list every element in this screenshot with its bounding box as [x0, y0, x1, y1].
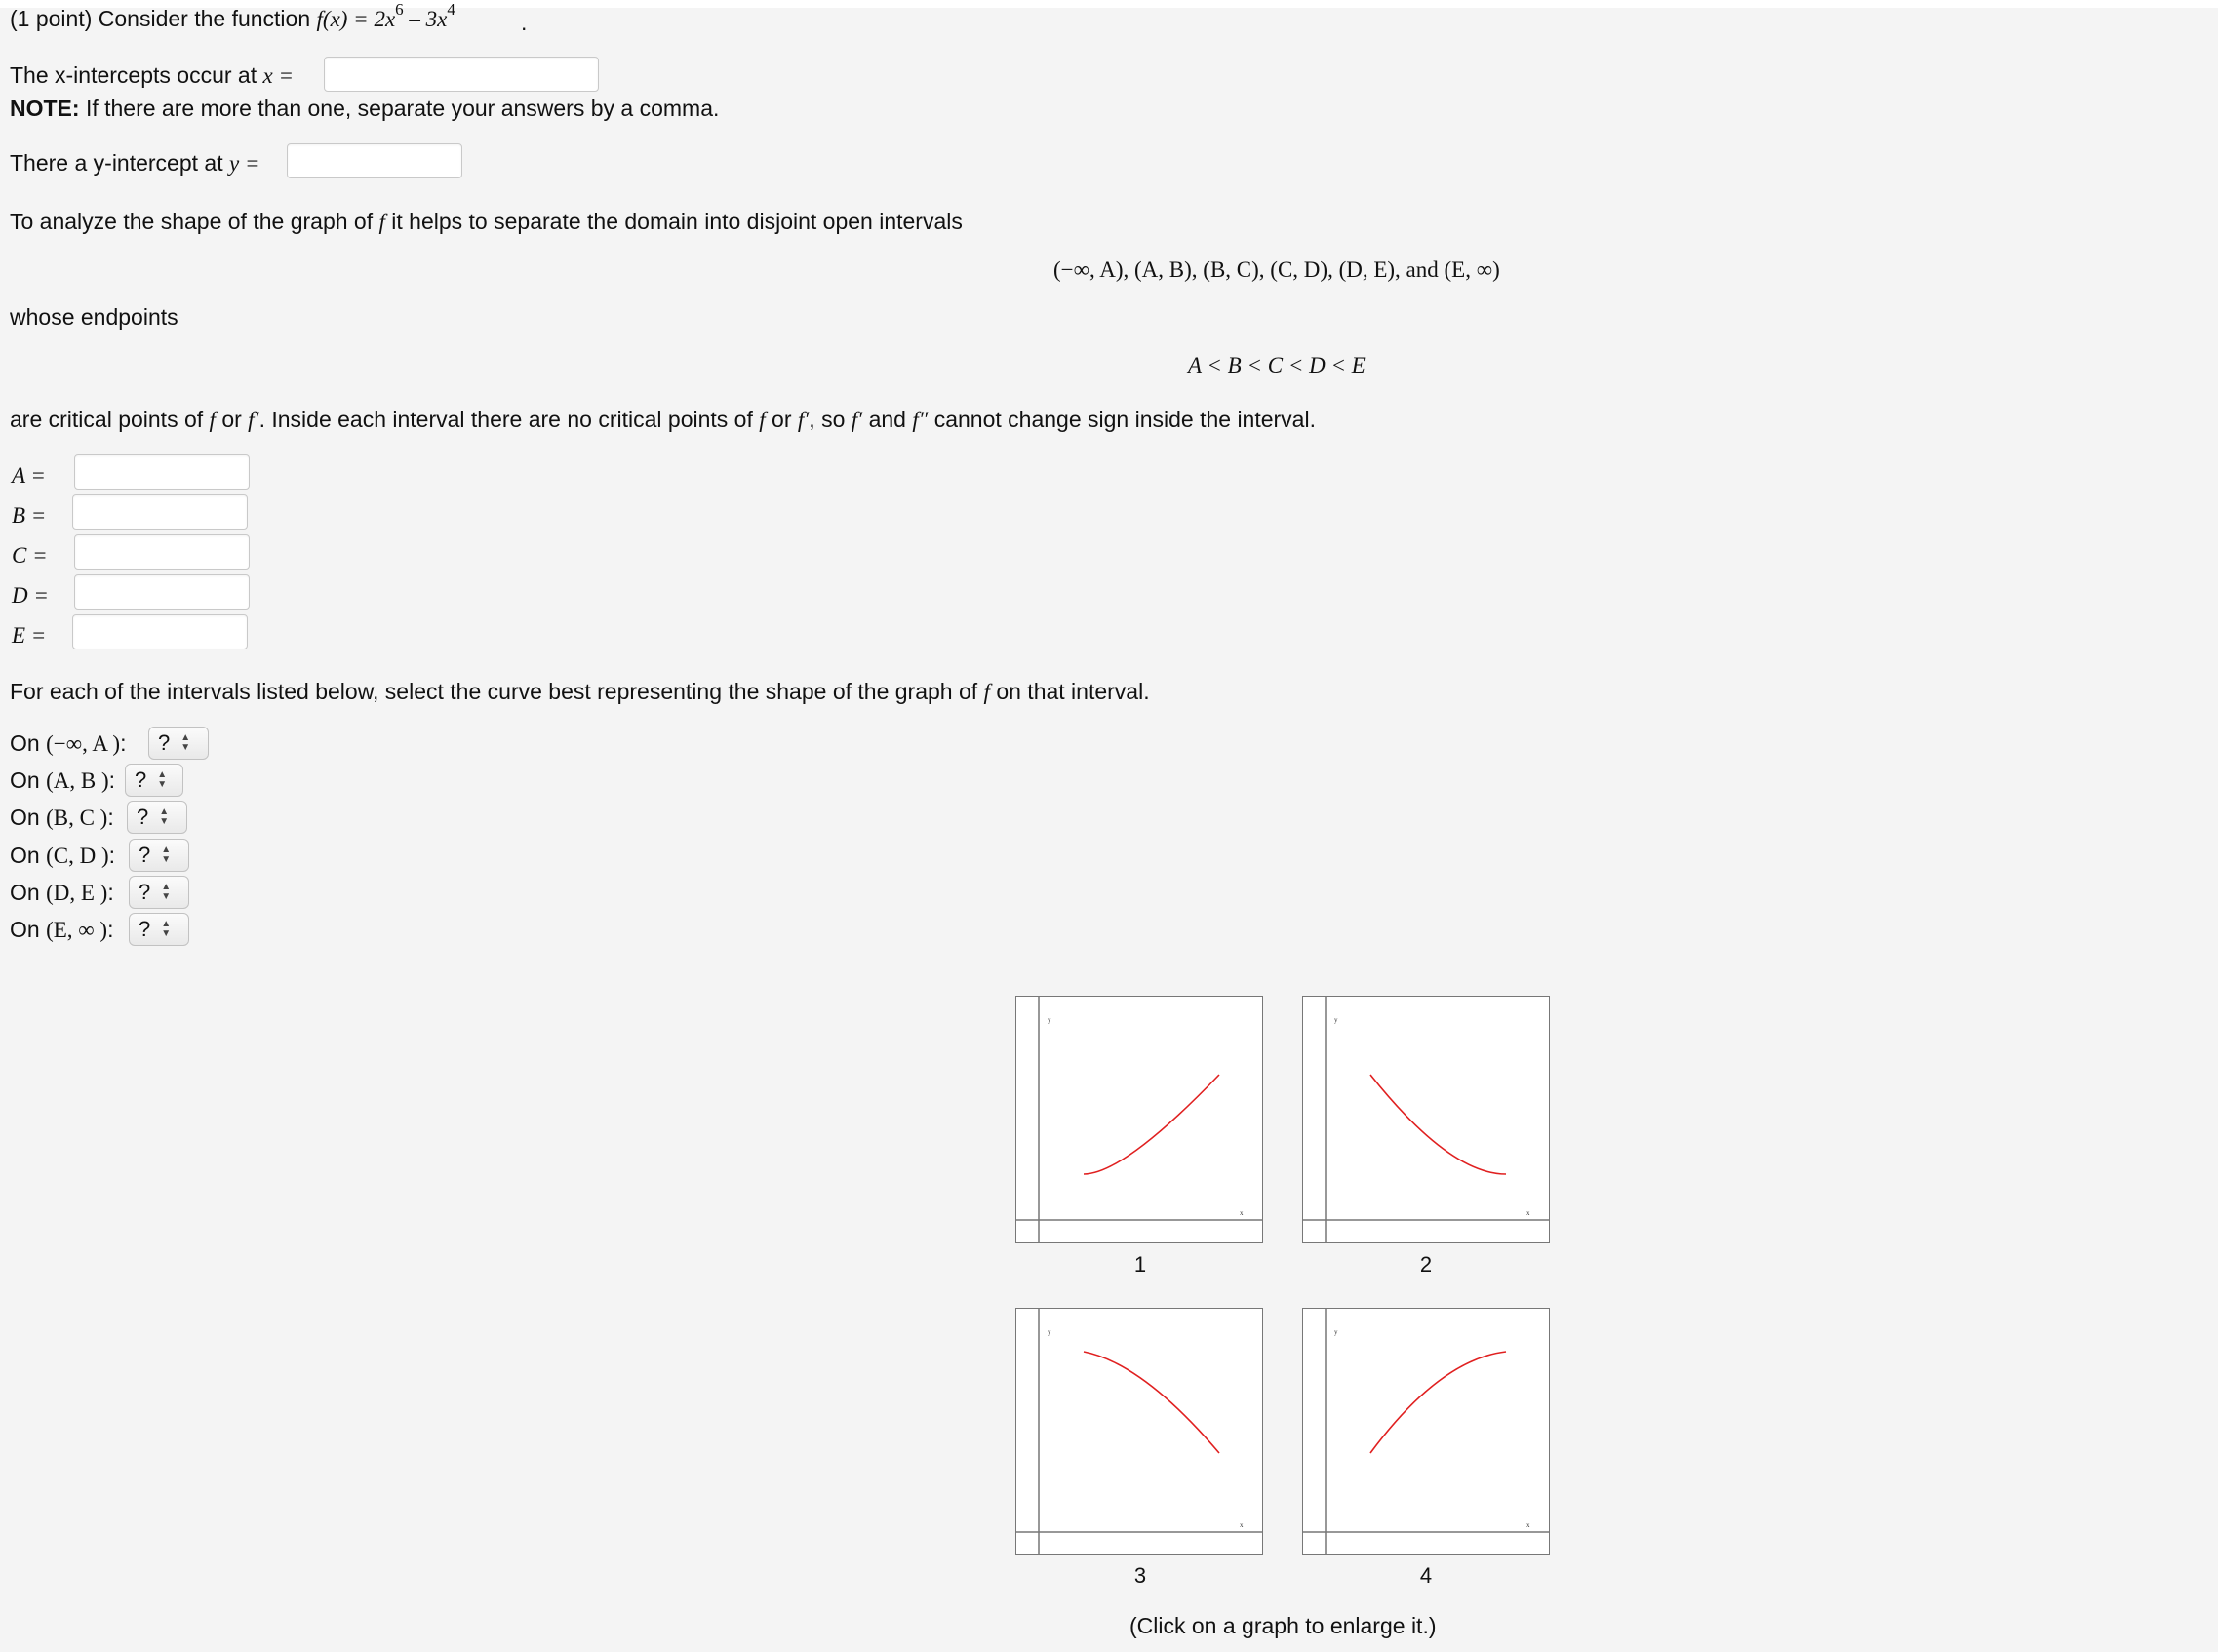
note-bold: NOTE: — [10, 96, 80, 121]
endpoint-d-input[interactable] — [74, 574, 250, 610]
interval-row-label: On (−∞, A ): — [10, 730, 127, 756]
crit-f: f — [209, 408, 216, 432]
enlarge-hint: (Click on a graph to enlarge it.) — [1129, 1613, 1437, 1638]
axis-x-label: x — [1240, 1209, 1244, 1217]
interval-select-6[interactable]: ? ▲ ▼ — [129, 913, 189, 946]
graph-label-2: 2 — [1419, 1252, 1433, 1277]
instruction-suffix: on that interval. — [996, 679, 1150, 704]
curve-increasing-concave-up — [1084, 1075, 1219, 1174]
crit-2: . Inside each interval there are no critical points of — [258, 407, 753, 432]
endpoint-e-input[interactable] — [72, 614, 248, 649]
crit-fprime3: f′ — [851, 408, 863, 432]
intervals-math: (−∞, A), (A, B), (B, C), (C, D), (D, E), — [1053, 257, 1401, 282]
intervals-and: and — [1406, 257, 1439, 282]
graph-label-1: 1 — [1133, 1252, 1147, 1277]
interval-select-3[interactable]: ? ▲ ▼ — [127, 801, 187, 834]
graph-1[interactable] — [1015, 996, 1263, 1243]
selection-instruction — [10, 679, 1150, 705]
interval-select-5[interactable]: ? ▲ ▼ — [129, 876, 189, 909]
interval-row-label: On (A, B ): — [10, 767, 115, 793]
crit-end: cannot change sign inside the interval. — [933, 407, 1316, 432]
crit-and: and — [868, 407, 906, 432]
axis-y-label: y — [1334, 1328, 1338, 1336]
order-display: A < B < C < D < E — [1188, 353, 1366, 377]
select-arrows-icon: ▲ ▼ — [161, 919, 172, 939]
crit-fprime2: f′ — [797, 408, 810, 432]
select-arrows-icon: ▲ ▼ — [161, 845, 172, 865]
x-intercepts-input[interactable] — [324, 57, 599, 92]
exponent-6: 6 — [395, 0, 404, 19]
intro-prefix: To analyze the shape of the graph of — [10, 209, 374, 234]
x-equals: x = — [262, 63, 294, 88]
intervals-display — [1053, 257, 1500, 283]
interval-select-4[interactable]: ? ▲ ▼ — [129, 839, 189, 872]
note-text: If there are more than one, separate your answers by a comma. — [79, 96, 720, 121]
interval-select-1[interactable]: ? ▲ ▼ — [148, 727, 209, 760]
select-arrows-icon: ▲ ▼ — [159, 806, 170, 827]
endpoint-d-label: D = — [12, 583, 49, 608]
intervals-last: (E, ∞) — [1444, 257, 1500, 282]
endpoint-a-label: A = — [12, 463, 46, 488]
interval-row-label: On (B, C ): — [10, 805, 114, 830]
interval-row-label: On (C, D ): — [10, 843, 115, 868]
axis-y-label: y — [1334, 1016, 1338, 1024]
endpoint-c-label: C = — [12, 543, 48, 568]
axis-x-label: x — [1240, 1521, 1244, 1529]
header-trailing-dot: . — [521, 10, 528, 35]
header-prefix: (1 point) Consider the function — [10, 6, 311, 31]
graph-4[interactable] — [1302, 1308, 1550, 1555]
function-minus-term: – 3x — [403, 7, 448, 31]
interval-select-2[interactable]: ? ▲ ▼ — [125, 764, 183, 797]
instruction-f: f — [983, 680, 990, 704]
crit-fdoubleprime: f″ — [912, 408, 929, 432]
y-intercept-label — [10, 150, 259, 177]
y-intercept-text: There a y-intercept at — [10, 150, 223, 176]
axis-y-label: y — [1048, 1328, 1051, 1336]
note-line — [10, 96, 719, 122]
problem-header — [10, 0, 455, 32]
graph-label-4: 4 — [1419, 1563, 1433, 1588]
interval-row-label: On (D, E ): — [10, 880, 114, 905]
select-arrows-icon: ▲ ▼ — [161, 882, 172, 902]
select-arrows-icon: ▲ ▼ — [157, 769, 168, 790]
graph-label-3: 3 — [1133, 1563, 1147, 1588]
exponent-4: 4 — [447, 0, 455, 19]
crit-or2: or — [772, 407, 792, 432]
x-intercepts-text: The x-intercepts occur at — [10, 62, 257, 88]
axis-x-label: x — [1526, 1521, 1530, 1529]
endpoints-text: whose endpoints — [10, 304, 178, 330]
intro-f: f — [378, 210, 385, 234]
graph-2[interactable] — [1302, 996, 1550, 1243]
crit-fprime: f′ — [248, 408, 259, 432]
endpoint-b-input[interactable] — [72, 494, 248, 530]
axis-y-label: y — [1048, 1016, 1051, 1024]
crit-f2: f — [759, 408, 766, 432]
instruction-prefix: For each of the intervals listed below, select the curve best representing the shape of the graph of — [10, 679, 978, 704]
endpoint-a-input[interactable] — [74, 454, 250, 490]
x-intercepts-label — [10, 62, 294, 89]
graph-3[interactable] — [1015, 1308, 1263, 1555]
crit-1: are critical points of — [10, 407, 204, 432]
endpoint-e-label: E = — [12, 623, 47, 648]
critical-points-sentence — [10, 407, 1316, 433]
endpoint-b-label: B = — [12, 503, 47, 528]
curve-decreasing-concave-down — [1084, 1352, 1219, 1453]
function-lhs: f(x) = 2x — [316, 7, 396, 31]
y-equals: y = — [229, 151, 260, 176]
endpoint-c-input[interactable] — [74, 534, 250, 570]
analysis-intro — [10, 209, 963, 235]
y-intercept-input[interactable] — [287, 143, 462, 178]
interval-row-label: On (E, ∞ ): — [10, 917, 114, 942]
crit-so: , so — [809, 407, 846, 432]
curve-decreasing-concave-up — [1370, 1075, 1506, 1174]
crit-or: or — [221, 407, 242, 432]
intro-suffix: it helps to separate the domain into disjoint open intervals — [391, 209, 963, 234]
axis-x-label: x — [1526, 1209, 1530, 1217]
curve-increasing-concave-down — [1370, 1352, 1506, 1453]
select-arrows-icon: ▲ ▼ — [180, 732, 191, 753]
